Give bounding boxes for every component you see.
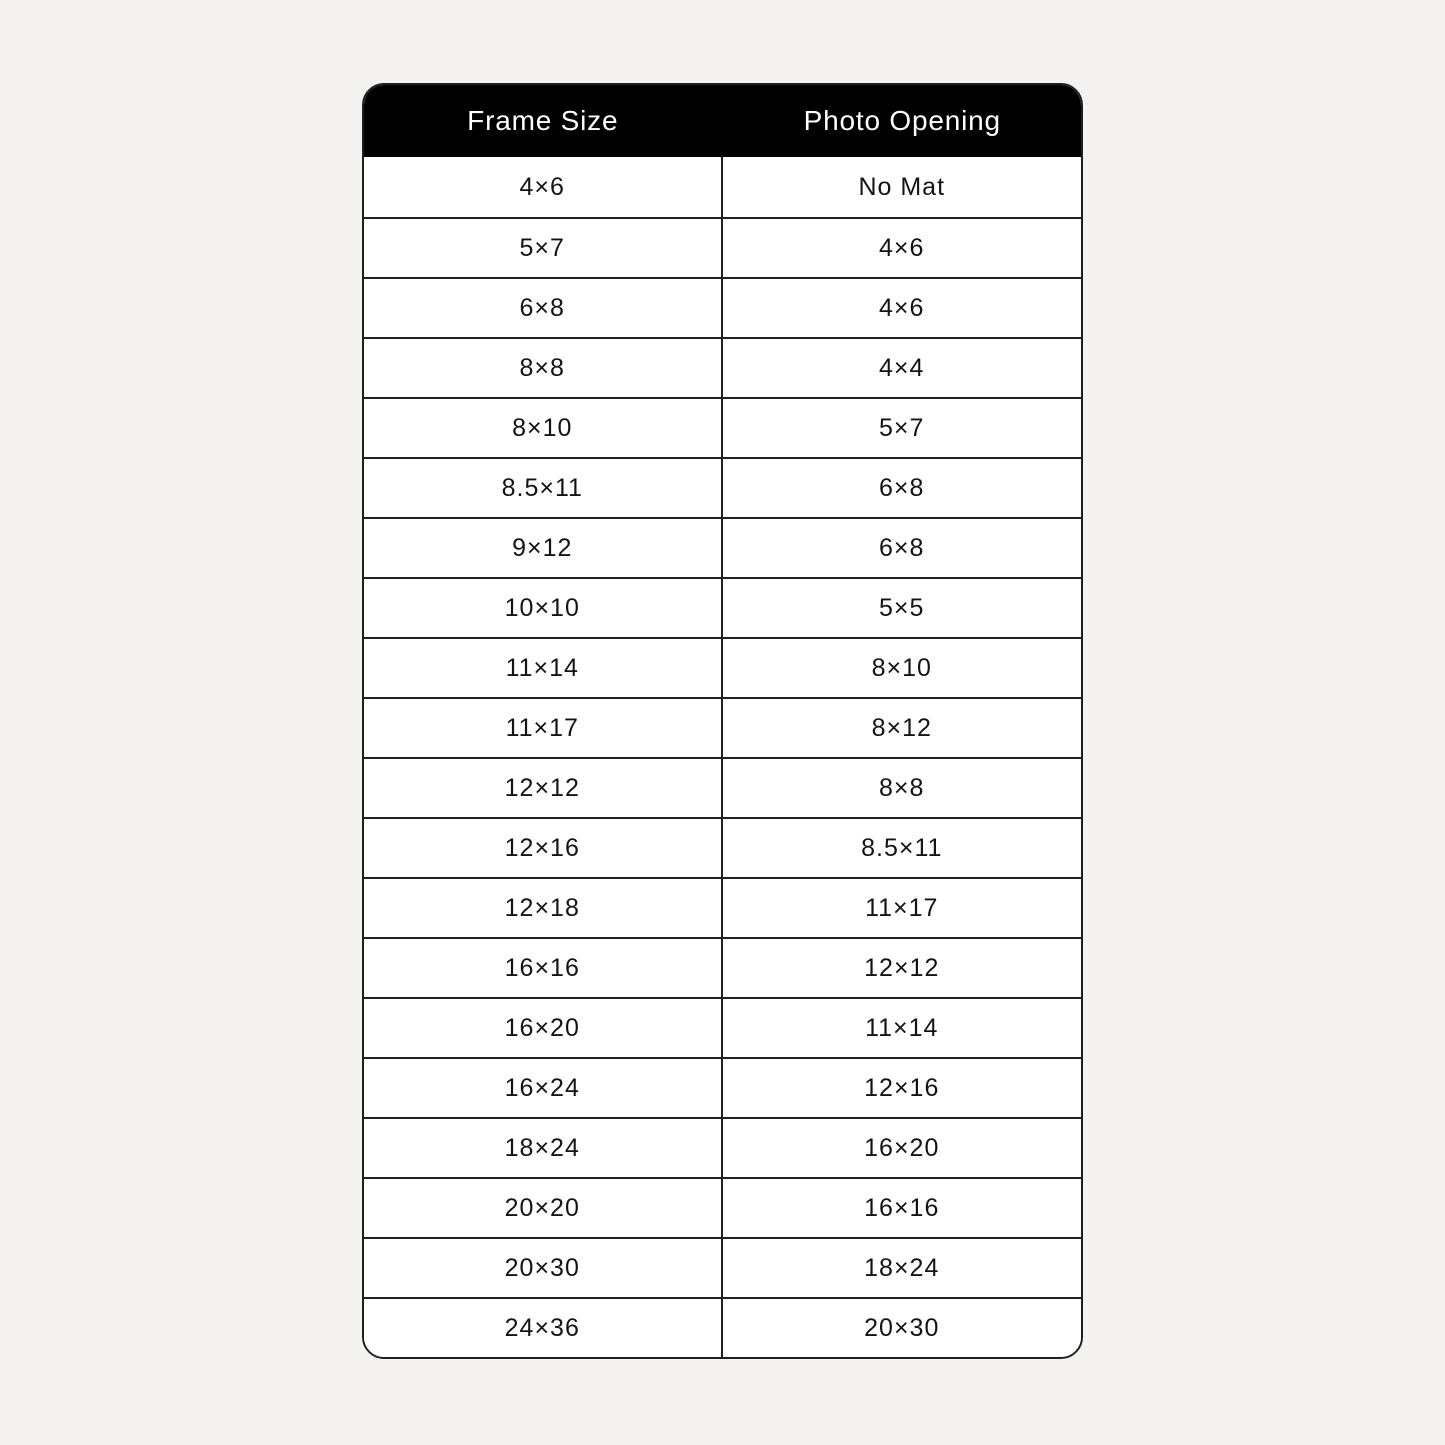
- frame-size-cell: 12×16: [364, 819, 723, 877]
- table-row: [364, 1057, 1081, 1117]
- photo-opening-cell: 6×8: [879, 533, 925, 562]
- frame-size-cell: 9×12: [364, 519, 723, 577]
- photo-opening-cell: 12×12: [864, 953, 940, 982]
- table-body: [364, 157, 1081, 1357]
- frame-size-conversion-table: [362, 83, 1083, 1359]
- frame-size-cell: 20×20: [364, 1179, 723, 1237]
- photo-opening-cell: 11×14: [865, 1013, 939, 1042]
- table-row: [364, 577, 1081, 637]
- table-row: [364, 877, 1081, 937]
- table-row: [364, 817, 1081, 877]
- frame-size-cell: 4×6: [364, 157, 723, 217]
- table-header: [363, 84, 1082, 157]
- frame-size-cell: 11×14: [364, 639, 723, 697]
- table-row: [364, 517, 1081, 577]
- table-row: [364, 157, 1081, 217]
- photo-opening-column-header: Photo Opening: [803, 104, 1001, 136]
- frame-size-cell: 10×10: [364, 579, 723, 637]
- table-row: [364, 277, 1081, 337]
- table-row: [364, 1297, 1081, 1357]
- photo-opening-cell: 20×30: [864, 1313, 940, 1342]
- frame-size-cell: 16×16: [364, 939, 723, 997]
- frame-size-cell: 16×20: [364, 999, 723, 1057]
- table-row: [364, 697, 1081, 757]
- photo-opening-cell: 8×8: [879, 773, 925, 802]
- table-row: [364, 637, 1081, 697]
- frame-size-column-header: Frame Size: [467, 104, 619, 136]
- table-row: [364, 217, 1081, 277]
- photo-opening-cell: 16×20: [864, 1133, 940, 1162]
- table-row: [364, 937, 1081, 997]
- frame-size-cell: 5×7: [364, 219, 723, 277]
- photo-opening-cell: 4×6: [879, 293, 925, 322]
- photo-opening-cell: 8×12: [871, 713, 932, 742]
- frame-size-cell: 12×18: [364, 879, 723, 937]
- photo-opening-cell: 8.5×11: [861, 833, 943, 862]
- frame-size-cell: 8×8: [364, 339, 723, 397]
- table-row: [364, 397, 1081, 457]
- photo-opening-cell: 5×7: [879, 413, 925, 442]
- table-row: [364, 757, 1081, 817]
- photo-opening-cell: No Mat: [858, 172, 946, 201]
- photo-opening-cell: 16×16: [864, 1193, 940, 1222]
- photo-opening-cell: 4×4: [879, 353, 925, 382]
- photo-opening-cell: 5×5: [879, 593, 925, 622]
- photo-opening-cell: 4×6: [879, 233, 925, 262]
- table-row: [364, 1177, 1081, 1237]
- photo-opening-cell: 8×10: [871, 653, 932, 682]
- frame-size-cell: 18×24: [364, 1119, 723, 1177]
- photo-opening-cell: 12×16: [864, 1073, 940, 1102]
- table-row: [364, 1237, 1081, 1297]
- table-row: [364, 997, 1081, 1057]
- frame-size-cell: 24×36: [364, 1299, 723, 1357]
- frame-size-cell: 16×24: [364, 1059, 723, 1117]
- frame-size-cell: 12×12: [364, 759, 723, 817]
- frame-size-cell: 20×30: [364, 1239, 723, 1297]
- frame-size-cell: 11×17: [364, 699, 723, 757]
- photo-opening-cell: 18×24: [864, 1253, 940, 1282]
- table-row: [364, 337, 1081, 397]
- frame-size-cell: 8.5×11: [364, 459, 723, 517]
- frame-size-cell: 8×10: [364, 399, 723, 457]
- frame-size-cell: 6×8: [364, 279, 723, 337]
- photo-opening-cell: 11×17: [865, 893, 939, 922]
- table-row: [364, 457, 1081, 517]
- table-row: [364, 1117, 1081, 1177]
- photo-opening-cell: 6×8: [879, 473, 925, 502]
